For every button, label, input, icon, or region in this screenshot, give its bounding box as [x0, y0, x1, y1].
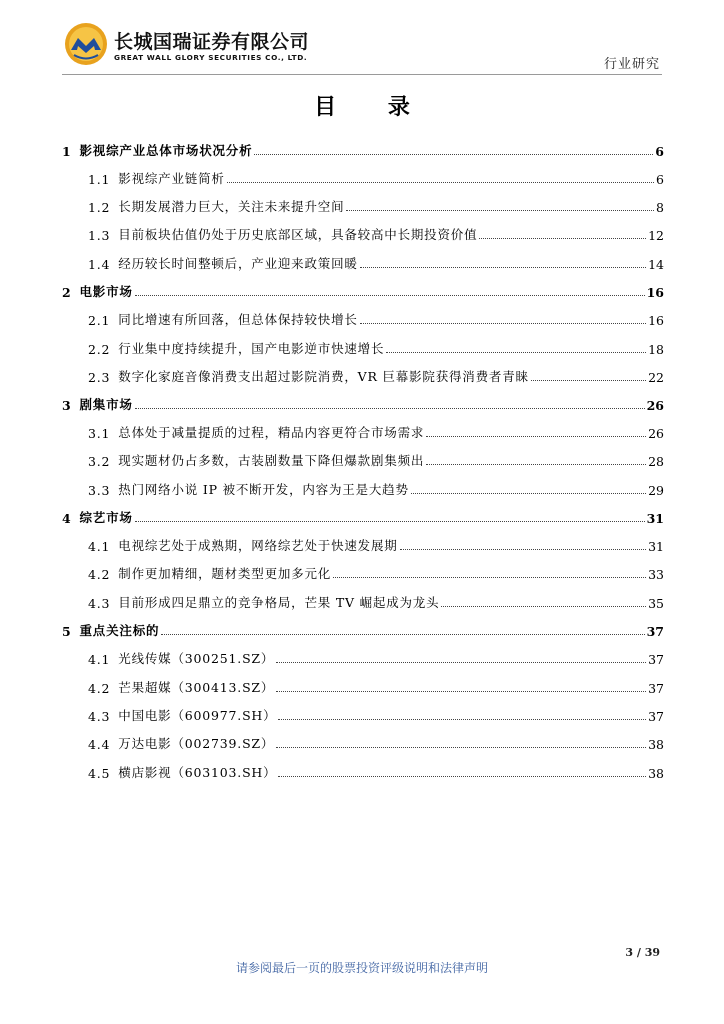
toc-subsection-entry[interactable] [62, 560, 664, 582]
toc-entry-title: 影视综产业总体市场状况分析 [79, 143, 253, 158]
toc-entry-number: 1.2 [88, 200, 111, 215]
toc-entry-title: 电视综艺处于成熟期，网络综艺处于快速发展期 [118, 538, 398, 553]
toc-subsection-entry[interactable] [62, 532, 664, 554]
toc-entry-page: 14 [648, 257, 664, 272]
toc-dot-leader [278, 713, 646, 720]
toc-subsection-entry[interactable] [62, 759, 664, 781]
toc-entry-number: 4.3 [88, 709, 111, 724]
toc-subsection-entry[interactable] [62, 306, 664, 328]
toc-entry-title: 影视综产业链简析 [118, 171, 225, 186]
toc-subsection-entry[interactable] [62, 645, 664, 667]
toc-entry-number: 4.2 [88, 681, 111, 696]
toc-entry-title: 目前板块估值仍处于历史底部区域，具备较高中长期投资价值 [118, 227, 478, 242]
report-category: 行业研究 [603, 57, 660, 72]
toc-entry-page: 16 [648, 313, 664, 328]
toc-subsection-entry[interactable] [62, 702, 664, 724]
toc-entry-page: 38 [648, 737, 664, 752]
toc-dot-leader [386, 346, 646, 353]
toc-entry-number: 4.3 [88, 596, 111, 611]
toc-dot-leader [135, 515, 645, 522]
toc-dot-leader [135, 289, 645, 296]
brand-name-en: GREAT WALL GLORY SECURITIES CO., LTD. [114, 53, 308, 62]
toc-entry-page: 37 [648, 709, 664, 724]
toc-entry-number: 2.3 [88, 370, 111, 385]
toc-dot-leader [254, 148, 653, 155]
toc-entry-page: 31 [648, 539, 664, 554]
toc-entry-page: 38 [648, 766, 664, 781]
toc-entry-page: 37 [648, 681, 664, 696]
toc-entry-title: 芒果超媒（300413.SZ） [118, 680, 275, 695]
toc-entry-number: 4.5 [88, 766, 111, 781]
toc-subsection-entry[interactable] [62, 447, 664, 469]
toc-entry-title: 长期发展潜力巨大，关注未来提升空间 [118, 199, 345, 214]
toc-entry-page: 26 [648, 426, 664, 441]
toc-entry-page: 8 [656, 200, 664, 215]
toc-entry-title: 光线传媒（300251.SZ） [118, 651, 275, 666]
toc-dot-leader [441, 600, 646, 607]
toc-dot-leader [276, 685, 646, 692]
toc-entry-title: 数字化家庭音像消费支出超过影院消费，VR 巨幕影院获得消费者青睐 [118, 369, 529, 384]
page-number: 3 / 39 [625, 946, 660, 959]
toc-dot-leader [400, 543, 647, 550]
toc-dot-leader [411, 487, 646, 494]
toc-entry-title: 横店影视（603103.SH） [118, 765, 277, 780]
header-divider [62, 74, 662, 75]
toc-dot-leader [278, 770, 646, 777]
toc-entry-number: 2 [62, 285, 72, 300]
toc-entry-number: 1 [62, 144, 72, 159]
toc-entry-number: 5 [62, 624, 72, 639]
toc-entry-page: 37 [646, 624, 664, 639]
toc-entry-number: 1.4 [88, 257, 111, 272]
toc-entry-number: 3 [62, 398, 72, 413]
toc-section-entry[interactable] [62, 278, 664, 300]
toc-entry-title: 剧集市场 [79, 397, 133, 412]
toc-entry-title: 热门网络小说 IP 被不断开发，内容为王是大趋势 [118, 482, 409, 497]
toc-entry-title: 经历较长时间整顿后，产业迎来政策回暖 [118, 256, 358, 271]
toc-dot-leader [426, 458, 646, 465]
toc-entry-number: 4.1 [88, 539, 111, 554]
toc-entry-number: 4.1 [88, 652, 111, 667]
toc-entry-page: 12 [648, 228, 664, 243]
toc-entry-title: 万达电影（002739.SZ） [118, 736, 275, 751]
toc-entry-page: 33 [648, 567, 664, 582]
toc-subsection-entry[interactable] [62, 589, 664, 611]
toc-entry-number: 1.1 [88, 172, 111, 187]
toc-entry-number: 4.2 [88, 567, 111, 582]
toc-dot-leader [276, 656, 646, 663]
toc-section-entry[interactable] [62, 137, 664, 159]
toc-entry-title: 电影市场 [79, 284, 133, 299]
toc-entry-title: 综艺市场 [79, 510, 133, 525]
toc-dot-leader [360, 261, 646, 268]
toc-subsection-entry[interactable] [62, 363, 664, 385]
toc-entry-page: 31 [646, 511, 664, 526]
toc-entry-page: 6 [655, 144, 664, 159]
toc-entry-number: 1.3 [88, 228, 111, 243]
toc-section-entry[interactable] [62, 391, 664, 413]
toc-title: 目 录 [314, 95, 432, 120]
toc-dot-leader [479, 232, 646, 239]
toc-entry-page: 35 [648, 596, 664, 611]
footer-disclaimer: 请参阅最后一页的股票投资评级说明和法律声明 [235, 961, 488, 975]
toc-entry-title: 中国电影（600977.SH） [118, 708, 277, 723]
toc-entry-number: 2.2 [88, 342, 111, 357]
toc-entry-number: 3.2 [88, 454, 111, 469]
toc-dot-leader [227, 176, 654, 183]
toc-entry-number: 3.3 [88, 483, 111, 498]
toc-section-entry[interactable] [62, 504, 664, 526]
toc-entry-title: 制作更加精细，题材类型更加多元化 [118, 566, 332, 581]
toc-subsection-entry[interactable] [62, 193, 664, 215]
toc-entry-page: 28 [648, 454, 664, 469]
toc-entry-number: 4.4 [88, 737, 111, 752]
toc-entry-title: 重点关注标的 [79, 623, 160, 638]
toc-entry-title: 同比增速有所回落，但总体保持较快增长 [118, 312, 358, 327]
toc-subsection-entry[interactable] [62, 221, 664, 243]
toc-dot-leader [360, 317, 646, 324]
toc-dot-leader [426, 430, 646, 437]
toc-entry-page: 37 [648, 652, 664, 667]
toc-entry-number: 2.1 [88, 313, 111, 328]
great-wall-glory-logo-icon [64, 22, 108, 66]
toc-dot-leader [531, 374, 646, 381]
toc-dot-leader [135, 402, 645, 409]
toc-subsection-entry[interactable] [62, 165, 664, 187]
toc-entry-page: 6 [656, 172, 664, 187]
toc-subsection-entry[interactable] [62, 250, 664, 272]
toc-entry-title: 目前形成四足鼎立的竞争格局，芒果 TV 崛起成为龙头 [118, 595, 440, 610]
toc-subsection-entry[interactable] [62, 476, 664, 498]
toc-entry-page: 26 [646, 398, 664, 413]
toc-dot-leader [333, 571, 646, 578]
toc-subsection-entry[interactable] [62, 419, 664, 441]
toc-subsection-entry[interactable] [62, 335, 664, 357]
toc-dot-leader [346, 204, 654, 211]
toc-entry-number: 3.1 [88, 426, 111, 441]
toc-entry-title: 现实题材仍占多数，古装剧数量下降但爆款剧集频出 [118, 453, 425, 468]
toc-entry-page: 22 [648, 370, 664, 385]
toc-entry-page: 16 [646, 285, 664, 300]
toc-dot-leader [276, 741, 646, 748]
page-header [0, 0, 724, 80]
toc-entry-number: 4 [62, 511, 72, 526]
toc-dot-leader [161, 628, 644, 635]
toc-section-entry[interactable] [62, 617, 664, 639]
toc-subsection-entry[interactable] [62, 674, 664, 696]
toc-entry-page: 29 [648, 483, 664, 498]
toc-entry-title: 行业集中度持续提升，国产电影逆市快速增长 [118, 341, 385, 356]
toc-entry-page: 18 [648, 342, 664, 357]
toc-subsection-entry[interactable] [62, 730, 664, 752]
toc-entry-title: 总体处于减量提质的过程，精品内容更符合市场需求 [118, 425, 425, 440]
brand-name-cn: 长城国瑞证券有限公司 [114, 31, 310, 53]
